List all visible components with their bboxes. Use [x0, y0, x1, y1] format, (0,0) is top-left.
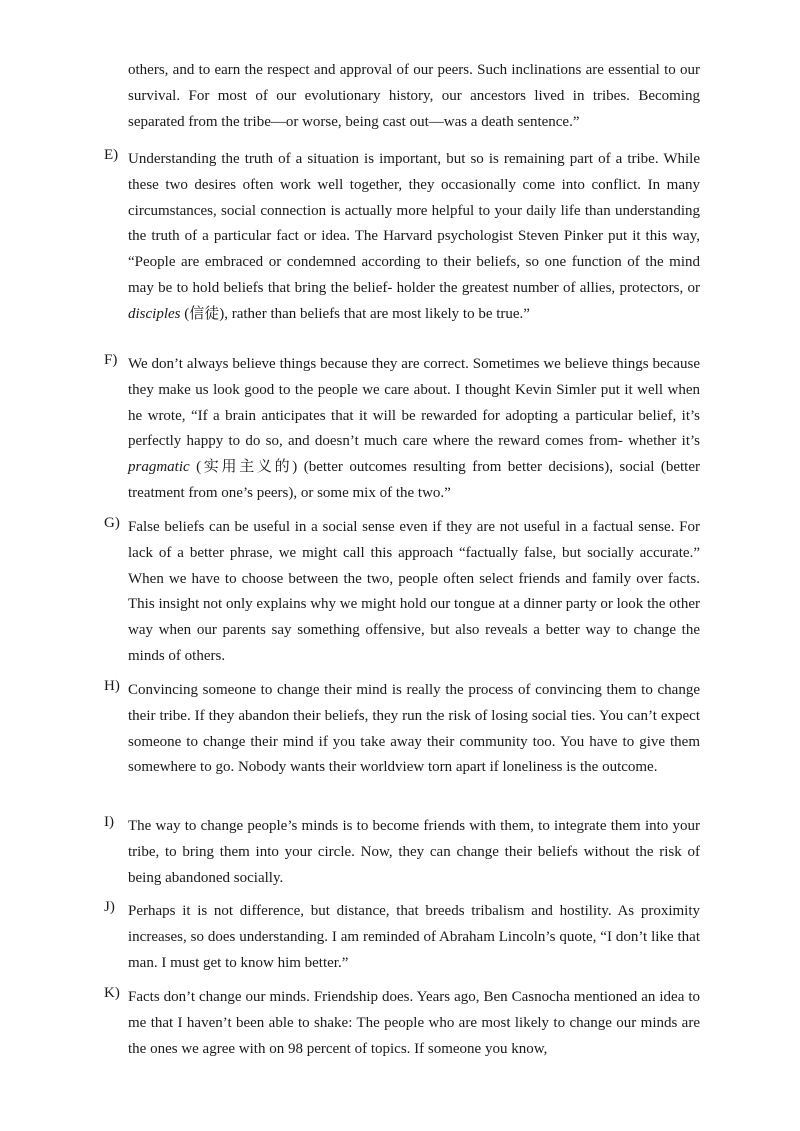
- paragraph-text: others, and to earn the respect and approval of our peers. Such inclinations are essential to our survival. For most of our evolutionary history, our ancestors lived in tribes. Becoming separated from the tribe—or worse, being cast out—was a death sentence.”: [128, 62, 700, 130]
- paragraph-label-j: J): [104, 899, 115, 915]
- paragraph-j: [128, 899, 700, 976]
- paragraph-f: [128, 352, 700, 507]
- italic-term: disciples: [128, 305, 181, 322]
- paragraph-text: Convincing someone to change their mind is really the process of convincing them to change their tribe. If they abandon their beliefs, they run the risk of losing social ties. You can’t expect someone to change their mind if you take away their community too. You have to give them somewhere to go. Nobody wants their worldview torn apart if loneliness is the outcome.: [128, 682, 700, 776]
- paragraph-i: [128, 814, 700, 891]
- paragraph-text: Understanding the truth of a situation is important, but so is remaining part of a tribe. While these two desires often work well together, they occasionally come into conflict. In many circumstances, social connection is actually more helpful to your daily life than understanding the truth of a particular fact or idea. The Harvard psychologist Steven Pinker put it this way, “People are embraced or condemned according to their beliefs, so one function of the mind may be to hold beliefs that bring the belief- holder the greatest number of allies, protectors, or disciples (信徒), rather than beliefs that are most likely to be true.”: [128, 151, 700, 322]
- paragraph-label-k: K): [104, 985, 120, 1001]
- paragraph-text: Perhaps it is not difference, but distance, that breeds tribalism and hostility. As proximity increases, so does understanding. I am reminded of Abraham Lincoln’s quote, “I don’t like that man. I must get to know him better.”: [128, 903, 700, 971]
- paragraph-g: [128, 515, 700, 670]
- paragraph-text: Facts don’t change our minds. Friendship does. Years ago, Ben Casnocha mentioned an idea to me that I haven’t been able to shake: The people who are most likely to change our minds are the ones we agree with on 98 percent of topics. If someone you know,: [128, 989, 700, 1057]
- paragraph-label-f: F): [104, 352, 118, 368]
- paragraph-continuation: [128, 58, 700, 135]
- paragraph-h: [128, 678, 700, 781]
- paragraph-text: The way to change people’s minds is to become friends with them, to integrate them into your tribe, to bring them into your circle. Now, they can change their beliefs without the risk of being abandoned socially.: [128, 818, 700, 886]
- paragraph-label-i: I): [104, 814, 114, 830]
- paragraph-k: [128, 985, 700, 1062]
- paragraph-label-g: G): [104, 515, 120, 531]
- italic-term: pragmatic: [128, 459, 190, 476]
- paragraph-label-e: E): [104, 147, 119, 163]
- paragraph-text: False beliefs can be useful in a social sense even if they are not useful in a factual sense. For lack of a better phrase, we might call this approach “factually false, but socially accurate.” When we have to choose between the two, people often select friends and family over facts. This insight not only explains why we might hold our tongue at a dinner party or look the other way when our parents say something offensive, but also reveals a better way to change the minds of others.: [128, 519, 700, 664]
- paragraph-label-h: H): [104, 678, 120, 694]
- paragraph-text: We don’t always believe things because they are correct. Sometimes we believe things because they make us look good to the people we care about. I thought Kevin Simler put it well when he wrote, “If a brain anticipates that it will be rewarded for adopting a particular belief, it’s perfectly happy to do so, and doesn’t much care where the reward comes from- whether it’s pragmatic (实用主义的) (better outcomes resulting from better decisions), social (better treatment from one’s peers), or some mix of the two.”: [128, 356, 700, 501]
- paragraph-e: [128, 147, 700, 328]
